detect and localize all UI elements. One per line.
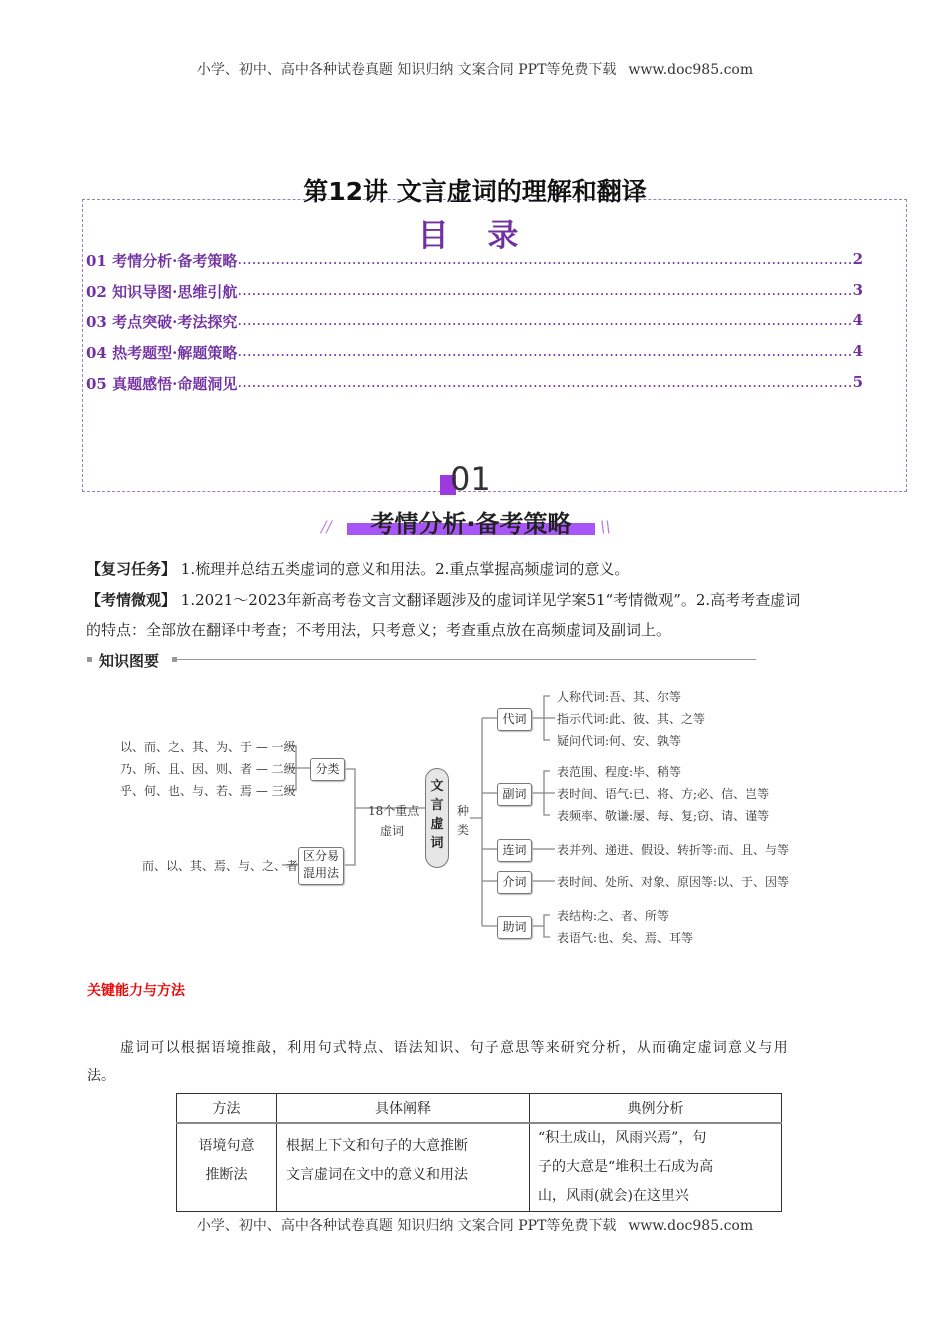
toc-item-label: 02 知识导图·思维引航 xyxy=(86,283,238,301)
type-box-conjunction: 连词 xyxy=(497,839,532,862)
confuse-box xyxy=(298,847,344,885)
key-ability-heading: 关键能力与方法 xyxy=(87,983,185,999)
banner-slash-right: \\ xyxy=(600,517,611,536)
table-header: 典例分析 xyxy=(530,1094,782,1124)
edge-label: 类 xyxy=(457,823,470,837)
confuse-box-line: 区分易 xyxy=(302,849,339,863)
header-banner-text: 小学、初中、高中各种试卷真题 知识归纳 文案合同 PPT等免费下载 xyxy=(196,62,617,78)
type-box-particle: 助词 xyxy=(497,916,532,939)
cell-line: 推断法 xyxy=(205,1167,248,1183)
type-item: 表频率、敬谦:屡、每、复;窃、请、谨等 xyxy=(557,809,770,823)
key-ability-text-cont: 法。 xyxy=(87,1068,115,1084)
type-box-pronoun: 代词 xyxy=(497,708,532,731)
table-cell-example xyxy=(530,1123,782,1212)
classify-words: 以、而、之、其、为、于 xyxy=(120,740,253,754)
confuse-words: 而、以、其、焉、与、之、者 xyxy=(142,859,299,873)
header-banner-url[interactable]: www.doc985.com xyxy=(628,62,754,78)
section-title: 考情分析·备考策略 xyxy=(370,510,572,538)
banner-slash-left: // xyxy=(321,517,332,536)
table-cell-method xyxy=(177,1123,277,1212)
table-header: 具体阐释 xyxy=(277,1094,530,1124)
classify-row xyxy=(120,782,296,799)
type-item: 指示代词:此、彼、其、之等 xyxy=(557,712,706,726)
footer-banner-text: 小学、初中、高中各种试卷真题 知识归纳 文案合同 PPT等免费下载 xyxy=(196,1218,617,1234)
key-ability-text: 虚词可以根据语境推敲，利用句式特点、语法知识、句子意思等来研究分析，从而确定虚词意义与用 xyxy=(120,1040,789,1056)
toc-item-label: 01 考情分析·备考策略 xyxy=(86,252,238,270)
classify-level: — 三级 xyxy=(255,784,296,798)
knowledge-map-label: 知识图要 xyxy=(99,652,160,670)
table-cell-explain xyxy=(277,1123,530,1212)
type-item: 表范围、程度:毕、稍等 xyxy=(557,765,682,779)
cell-line: 根据上下文和句子的大意推断 xyxy=(286,1138,468,1154)
classify-box: 分类 xyxy=(310,758,345,781)
type-item: 表语气:也、矣、焉、耳等 xyxy=(557,931,694,945)
toc-title: 目 录 xyxy=(417,218,533,254)
type-item: 表结构:之、者、所等 xyxy=(557,909,670,923)
classify-row xyxy=(120,760,296,777)
table-row xyxy=(177,1123,782,1212)
toc-item-page: 3 xyxy=(852,281,863,299)
type-item: 表时间、语气:已、将、方;必、信、岂等 xyxy=(557,787,770,801)
footer-banner xyxy=(0,1215,950,1235)
toc-item-page: 5 xyxy=(852,373,863,391)
confuse-box-line: 混用法 xyxy=(302,866,339,880)
exam-text: 1.2021～2023年新高考卷文言文翻译题涉及的虚词详见学案51“考情微观”。2.高考考查虚词 xyxy=(180,591,801,609)
method-table xyxy=(176,1093,782,1212)
type-box-preposition: 介词 xyxy=(497,871,532,894)
edge-label: 种 xyxy=(457,804,470,818)
classify-words: 乃、所、且、因、则、者 xyxy=(120,762,253,776)
toc-item-page: 4 xyxy=(852,311,863,329)
classify-level: — 一级 xyxy=(255,740,296,754)
type-item: 人称代词:吾、其、尔等 xyxy=(557,690,682,704)
cell-line: 山，风雨(就会)在这里兴 xyxy=(538,1188,689,1204)
type-item: 表并列、递进、假设、转折等:而、且、与等 xyxy=(557,843,790,857)
toc-item-page: 4 xyxy=(852,342,863,360)
edge-label: 18个重点 xyxy=(368,804,420,818)
section-number: 01 xyxy=(450,460,491,498)
cell-line: 子的大意是“堆积土石成为高 xyxy=(538,1159,714,1175)
center-node: 文言虚词 xyxy=(425,768,449,868)
toc-item-label: 05 真题感悟·命题洞见 xyxy=(86,375,238,393)
type-item: 疑问代词:何、安、孰等 xyxy=(557,734,682,748)
edge-label: 虚词 xyxy=(380,824,405,838)
review-tag: 【复习任务】 xyxy=(86,560,177,578)
review-text: 1.梳理并总结五类虚词的意义和用法。2.重点掌握高频虚词的意义。 xyxy=(180,560,630,578)
footer-banner-url[interactable]: www.doc985.com xyxy=(628,1218,754,1234)
cell-line: 语境句意 xyxy=(198,1138,255,1154)
exam-tag: 【考情微观】 xyxy=(86,591,177,609)
exam-text-cont: 的特点：全部放在翻译中考查；不考用法，只考意义；考查重点放在高频虚词及副词上。 xyxy=(86,621,672,639)
toc-item-label: 04 热考题型·解题策略 xyxy=(86,344,238,362)
type-box-adverb: 副词 xyxy=(497,783,532,806)
toc-item-page: 2 xyxy=(852,250,863,268)
table-header: 方法 xyxy=(177,1094,277,1124)
type-item: 表时间、处所、对象、原因等:以、于、因等 xyxy=(557,875,790,889)
classify-level: — 二级 xyxy=(255,762,296,776)
toc-item-label: 03 考点突破·考法探究 xyxy=(86,313,238,331)
table-header-row xyxy=(177,1094,782,1124)
page-title: 第12讲 文言虚词的理解和翻译 xyxy=(303,177,647,206)
cell-line: “积土成山，风雨兴焉”，句 xyxy=(538,1130,707,1146)
classify-row xyxy=(120,738,296,755)
classify-words: 乎、何、也、与、若、焉 xyxy=(120,784,253,798)
cell-line: 文言虚词在文中的意义和用法 xyxy=(286,1167,468,1183)
